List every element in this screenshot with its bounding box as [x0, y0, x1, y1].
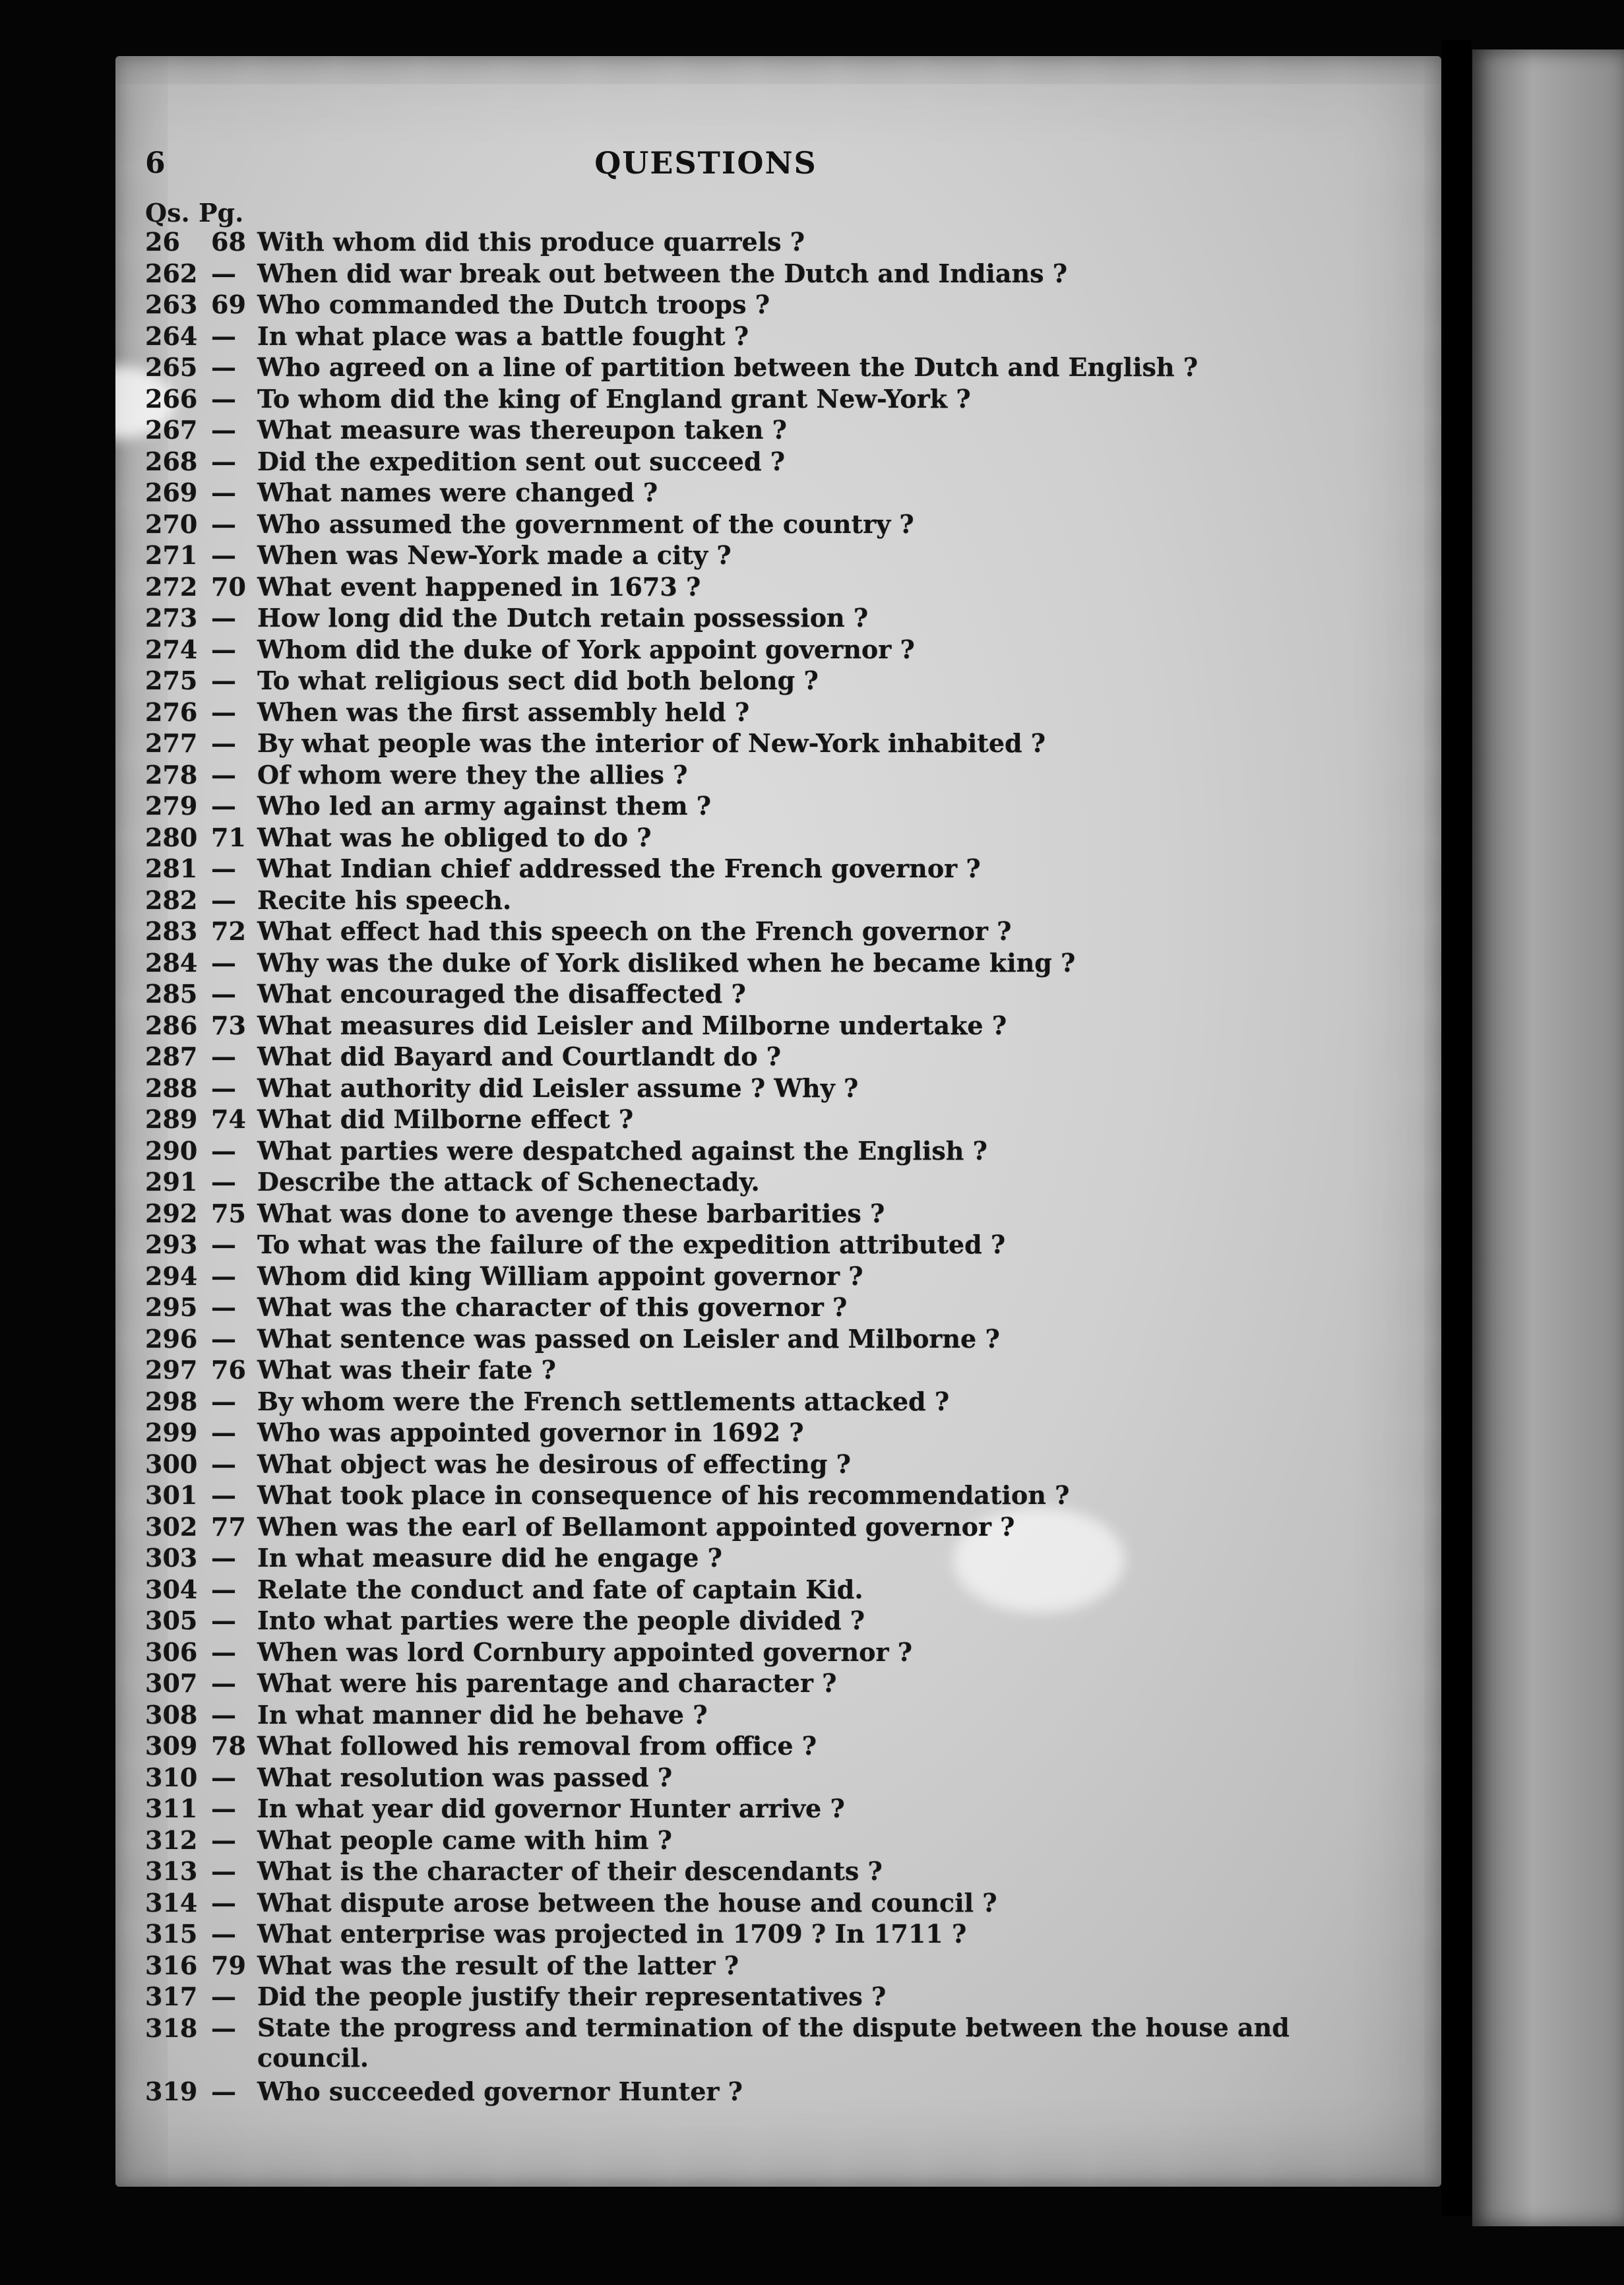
question-text: What parties were despatched against the English ?	[257, 1135, 987, 1166]
question-text: Describe the attack of Schenectady.	[257, 1167, 760, 1197]
question-text: With whom did this produce quarrels ?	[257, 227, 805, 257]
question-text: Recite his speech.	[257, 885, 512, 915]
question-row	[145, 759, 1385, 791]
page-reference: —	[211, 1574, 236, 1604]
question-text: What people came with him ?	[257, 1825, 672, 1855]
question-number: 280	[145, 822, 198, 852]
question-row	[145, 790, 1385, 822]
page-reference: 69	[211, 290, 246, 319]
question-number: 301	[145, 1480, 198, 1510]
question-text: What was the character of this governor ?	[257, 1292, 848, 1322]
question-text: What effect had this speech on the French governor ?	[257, 916, 1012, 946]
page-reference: —	[211, 1637, 236, 1667]
page-reference: 74	[211, 1104, 246, 1134]
question-text: What took place in consequence of his recommendation ?	[257, 1480, 1070, 1510]
question-number: 283	[145, 916, 198, 946]
question-text: What encouraged the disaffected ?	[257, 979, 746, 1009]
page-reference: 79	[211, 1950, 246, 1980]
question-number: 300	[145, 1449, 198, 1479]
page-reference: —	[211, 2076, 236, 2106]
question-text: Into what parties were the people divided ?	[257, 1606, 865, 1635]
question-text: Why was the duke of York disliked when he became king ?	[257, 947, 1076, 978]
page-reference: —	[211, 759, 236, 790]
question-row	[145, 383, 1385, 415]
page-reference: 78	[211, 1731, 246, 1761]
page-reference: —	[211, 603, 236, 633]
question-text: How long did the Dutch retain possession ?	[257, 603, 869, 633]
page-reference: —	[211, 1606, 236, 1635]
question-row	[145, 258, 1385, 290]
question-number: 273	[145, 603, 198, 633]
question-number: 295	[145, 1292, 198, 1322]
page-reference: 70	[211, 571, 246, 602]
page-reference: —	[211, 478, 236, 507]
page-reference: —	[211, 1480, 236, 1510]
page-reference: —	[211, 1668, 236, 1698]
question-text: What names were changed ?	[257, 478, 658, 507]
page-reference: —	[211, 854, 236, 883]
question-text: Who succeeded governor Hunter ?	[257, 2076, 743, 2106]
question-list	[145, 226, 1385, 2107]
running-head: QUESTIONS	[594, 145, 817, 181]
question-text: Who led an army against them ?	[257, 791, 712, 821]
question-row	[145, 634, 1385, 666]
question-row	[145, 1730, 1385, 1762]
question-number: 290	[145, 1135, 198, 1166]
page-reference: 75	[211, 1198, 246, 1228]
question-number: 278	[145, 759, 198, 790]
page-reference: —	[211, 1762, 236, 1792]
question-number: 282	[145, 885, 198, 915]
page-reference: —	[211, 666, 236, 695]
page-reference: —	[211, 1919, 236, 1949]
page-reference: —	[211, 352, 236, 382]
question-number: 270	[145, 509, 198, 539]
question-text: Of whom were they the allies ?	[257, 759, 688, 790]
question-number: 305	[145, 1606, 198, 1635]
page-reference: —	[211, 1825, 236, 1855]
question-number: 302	[145, 1511, 198, 1542]
question-number: 294	[145, 1261, 198, 1291]
question-row	[145, 352, 1385, 383]
question-text: To what religious sect did both belong ?	[257, 666, 819, 695]
question-number: 265	[145, 352, 198, 382]
page-reference: —	[211, 383, 236, 414]
question-number: 317	[145, 1982, 198, 2011]
question-number: 293	[145, 1230, 198, 1259]
question-row	[145, 1762, 1385, 1794]
question-number: 275	[145, 666, 198, 695]
question-text: State the progress and termination of the dispute between the house and council.	[257, 2012, 1290, 2073]
question-number: 304	[145, 1574, 198, 1604]
question-text: What measure was thereupon taken ?	[257, 415, 787, 445]
page-reference: 76	[211, 1355, 246, 1385]
page-reference: —	[211, 1982, 236, 2011]
question-row	[145, 1793, 1385, 1825]
page-reference: —	[211, 1230, 236, 1259]
question-row	[145, 1918, 1385, 1950]
page-reference: —	[211, 1323, 236, 1354]
question-number: 298	[145, 1386, 198, 1416]
question-number: 307	[145, 1668, 198, 1698]
question-text: What is the character of their descendants ?	[257, 1856, 883, 1886]
question-number: 313	[145, 1856, 198, 1886]
question-number: 263	[145, 290, 198, 319]
question-number: 291	[145, 1167, 198, 1197]
question-number: 314	[145, 1887, 198, 1918]
question-number: 319	[145, 2076, 198, 2106]
page-header	[145, 139, 1266, 191]
page-reference: —	[211, 1449, 236, 1479]
question-row	[145, 571, 1385, 603]
question-text: What followed his removal from office ?	[257, 1731, 817, 1761]
question-number: 264	[145, 321, 198, 351]
question-text: What was their fate ?	[257, 1355, 556, 1385]
page-reference: —	[211, 1386, 236, 1416]
question-row	[145, 1887, 1385, 1919]
question-row	[145, 414, 1385, 446]
question-text: What was the result of the latter ?	[257, 1950, 739, 1980]
question-row	[145, 2013, 1385, 2073]
question-number: 310	[145, 1762, 198, 1792]
page-reference: —	[211, 1073, 236, 1103]
question-row	[145, 1104, 1385, 1135]
question-text: What sentence was passed on Leisler and Milborne ?	[257, 1323, 1000, 1354]
question-number: 267	[145, 415, 198, 445]
page-reference: 73	[211, 1010, 246, 1040]
question-row	[145, 1135, 1385, 1167]
page-reference: —	[211, 1794, 236, 1823]
page-reference: —	[211, 1167, 236, 1197]
question-row	[145, 1166, 1385, 1198]
question-number: 299	[145, 1418, 198, 1447]
question-row	[145, 446, 1385, 478]
question-number: 266	[145, 383, 198, 414]
question-row	[145, 665, 1385, 697]
question-text: What enterprise was projected in 1709 ? In 1711 ?	[257, 1919, 967, 1949]
question-row	[145, 602, 1385, 634]
question-row	[145, 1574, 1385, 1606]
question-row	[145, 477, 1385, 509]
question-number: 281	[145, 854, 198, 883]
page-reference: —	[211, 947, 236, 978]
page-reference: 71	[211, 822, 246, 852]
question-number: 296	[145, 1323, 198, 1354]
question-number: 311	[145, 1794, 198, 1823]
page-reference: —	[211, 540, 236, 570]
question-number: 277	[145, 728, 198, 758]
question-text: When was the earl of Bellamont appointed governor ?	[257, 1511, 1015, 1542]
question-text: What did Milborne effect ?	[257, 1104, 634, 1134]
page-reference: —	[211, 1042, 236, 1071]
page-reference: —	[211, 1699, 236, 1730]
question-number: 276	[145, 697, 198, 727]
question-text: By whom were the French settlements attacked ?	[257, 1386, 950, 1416]
question-number: 303	[145, 1543, 198, 1573]
question-number: 288	[145, 1073, 198, 1103]
question-row	[145, 2076, 1385, 2108]
question-row	[145, 1699, 1385, 1731]
question-number: 306	[145, 1637, 198, 1667]
question-text: Whom did the duke of York appoint governor ?	[257, 634, 915, 664]
question-text: Whom did king William appoint governor ?	[257, 1261, 863, 1291]
question-number: 286	[145, 1010, 198, 1040]
question-row	[145, 853, 1385, 885]
question-row	[145, 885, 1385, 916]
question-number: 316	[145, 1950, 198, 1980]
question-text: What object was he desirous of effecting ?	[257, 1449, 851, 1479]
question-text: When did war break out between the Dutch and Indians ?	[257, 258, 1067, 288]
question-text: When was New-York made a city ?	[257, 540, 732, 570]
question-row	[145, 1981, 1385, 2013]
question-row	[145, 1605, 1385, 1637]
question-row	[145, 916, 1385, 947]
question-row	[145, 1354, 1385, 1386]
page-reference: —	[211, 1292, 236, 1322]
question-number: 312	[145, 1825, 198, 1855]
question-text: What Indian chief addressed the French governor ?	[257, 854, 981, 883]
page-reference: —	[211, 1418, 236, 1447]
question-row	[145, 1449, 1385, 1480]
question-row	[145, 1261, 1385, 1292]
question-text: Who was appointed governor in 1692 ?	[257, 1418, 804, 1447]
question-text: Did the expedition sent out succeed ?	[257, 446, 786, 476]
question-row	[145, 1041, 1385, 1073]
question-row	[145, 1198, 1385, 1230]
question-text: In what year did governor Hunter arrive ?	[257, 1794, 845, 1823]
question-row	[145, 540, 1385, 571]
question-row	[145, 822, 1385, 854]
question-text: What did Bayard and Courtlandt do ?	[257, 1042, 782, 1071]
page-reference: —	[211, 1135, 236, 1166]
question-row	[145, 1542, 1385, 1574]
question-text: What was he obliged to do ?	[257, 822, 652, 852]
question-text: Relate the conduct and fate of captain Kid.	[257, 1574, 863, 1604]
question-row	[145, 1950, 1385, 1982]
question-text: What measures did Leisler and Milborne undertake ?	[257, 1010, 1007, 1040]
question-row	[145, 1323, 1385, 1355]
book-page	[115, 56, 1441, 2187]
question-number: 285	[145, 979, 198, 1009]
page-reference: —	[211, 258, 236, 288]
question-row	[145, 1229, 1385, 1261]
question-row	[145, 289, 1385, 321]
page-number: 6	[145, 146, 166, 180]
question-text: When was the first assembly held ?	[257, 697, 750, 727]
page-reference: —	[211, 1856, 236, 1886]
question-text: To what was the failure of the expedition attributed ?	[257, 1230, 1006, 1259]
question-row	[145, 1386, 1385, 1418]
page-reference: —	[211, 728, 236, 758]
question-text: In what measure did he engage ?	[257, 1543, 722, 1573]
question-text: What authority did Leisler assume ? Why ?	[257, 1073, 859, 1103]
question-text: Who assumed the government of the country ?	[257, 509, 914, 539]
question-row	[145, 1417, 1385, 1449]
question-number: 279	[145, 791, 198, 821]
page-reference: 68	[211, 227, 246, 257]
question-row	[145, 1511, 1385, 1543]
question-row	[145, 728, 1385, 759]
page-reference: —	[211, 979, 236, 1009]
question-row	[145, 1856, 1385, 1887]
question-row	[145, 1637, 1385, 1668]
page-reference: —	[211, 1543, 236, 1573]
question-text: What resolution was passed ?	[257, 1762, 673, 1792]
page-reference: —	[211, 2013, 236, 2043]
question-number: 297	[145, 1355, 198, 1385]
page-reference: —	[211, 446, 236, 476]
question-number: 308	[145, 1699, 198, 1730]
question-row	[145, 1480, 1385, 1511]
page-reference: 77	[211, 1511, 246, 1542]
question-text: What event happened in 1673 ?	[257, 571, 701, 602]
page-reference: —	[211, 634, 236, 664]
question-row	[145, 1073, 1385, 1104]
page-reference: —	[211, 697, 236, 727]
question-row	[145, 1292, 1385, 1323]
question-text: What was done to avenge these barbarities ?	[257, 1198, 885, 1228]
question-text: Who commanded the Dutch troops ?	[257, 290, 770, 319]
question-text: To whom did the king of England grant New-York ?	[257, 383, 971, 414]
question-row	[145, 947, 1385, 979]
question-text: In what place was a battle fought ?	[257, 321, 749, 351]
facing-page-edge	[1472, 49, 1624, 2226]
question-text: By what people was the interior of New-York inhabited ?	[257, 728, 1046, 758]
question-number: 268	[145, 446, 198, 476]
page-reference: —	[211, 321, 236, 351]
question-number: 292	[145, 1198, 198, 1228]
question-row	[145, 697, 1385, 728]
question-number: 272	[145, 571, 198, 602]
question-text: What dispute arose between the house and council ?	[257, 1887, 997, 1918]
question-number: 269	[145, 478, 198, 507]
question-row	[145, 226, 1385, 258]
question-number: 309	[145, 1731, 198, 1761]
page-reference: —	[211, 415, 236, 445]
question-text: When was lord Cornbury appointed governor ?	[257, 1637, 913, 1667]
question-row	[145, 978, 1385, 1010]
question-number: 287	[145, 1042, 198, 1071]
question-row	[145, 1010, 1385, 1042]
question-text: What were his parentage and character ?	[257, 1668, 837, 1698]
question-number: 26	[145, 227, 180, 257]
page-reference: —	[211, 1887, 236, 1918]
question-number: 318	[145, 2013, 198, 2043]
question-number: 289	[145, 1104, 198, 1134]
question-number: 284	[145, 947, 198, 978]
page-reference: 72	[211, 916, 246, 946]
question-number: 262	[145, 258, 198, 288]
page-reference: —	[211, 885, 236, 915]
question-text: Who agreed on a line of partition between the Dutch and English ?	[257, 352, 1199, 382]
question-text: Did the people justify their representatives ?	[257, 1982, 887, 2011]
question-row	[145, 321, 1385, 352]
question-row	[145, 509, 1385, 540]
question-row	[145, 1668, 1385, 1699]
book-gutter	[1441, 40, 1471, 2216]
page-reference: —	[211, 509, 236, 539]
question-text: In what manner did he behave ?	[257, 1699, 708, 1730]
page-reference: —	[211, 791, 236, 821]
question-number: 274	[145, 634, 198, 664]
question-number: 271	[145, 540, 198, 570]
column-heading: Qs. Pg.	[145, 198, 244, 228]
question-row	[145, 1825, 1385, 1856]
question-number: 315	[145, 1919, 198, 1949]
page-reference: —	[211, 1261, 236, 1291]
